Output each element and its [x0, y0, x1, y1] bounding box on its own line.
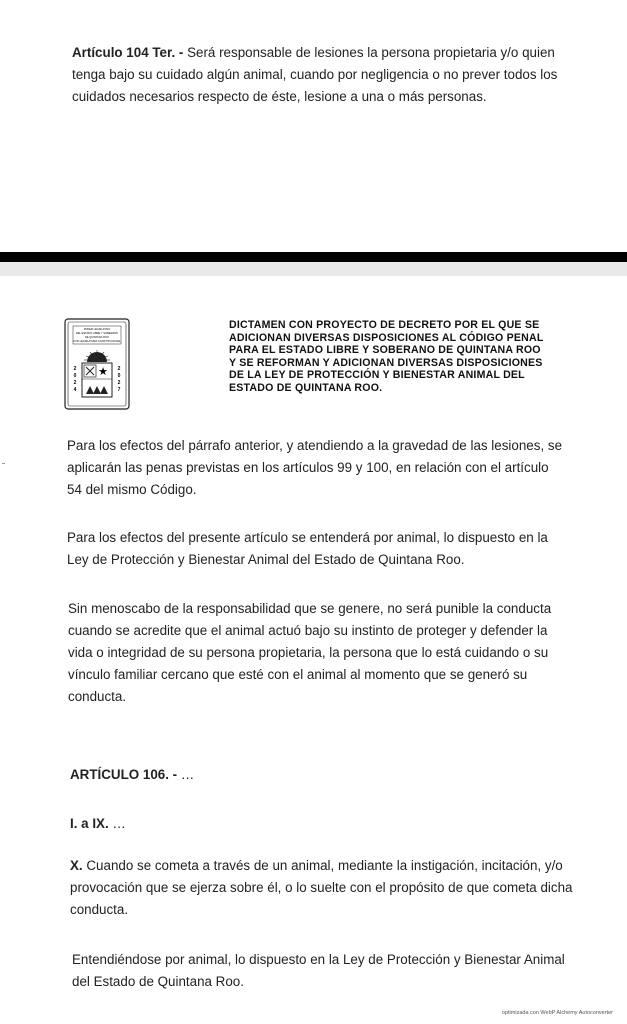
page-1 — [0, 0, 627, 252]
converter-footnote: optimizada con WebP Alchemy Autoconverter — [501, 1010, 613, 1016]
svg-text:0: 0 — [73, 373, 77, 379]
paragraph-exemption: Sin menoscabo de la responsabilidad que se genere, no será punible la conducta cuando se acredite que el animal actuó bajo su instinto de proteger y defender la vida o integridad de su persona propietaria, la persona que lo está cuidando o su vínculo familiar cercano que esté con el animal al momento que se generó su conducta. — [68, 601, 552, 704]
sun-icon — [87, 352, 107, 362]
pyramids-icon — [86, 386, 108, 394]
page-divider — [0, 252, 627, 262]
fractions-i-to-ix: I. a IX. … — [70, 816, 126, 831]
paragraph-animal-definition: Para los efectos del presente artículo se entenderá por animal, lo dispuesto en la Ley de Protección y Bienestar Animal del Estado de Quintana Roo. — [67, 530, 548, 567]
svg-text:7: 7 — [117, 387, 121, 393]
seal-text-line-2: DEL ESTADO LIBRE Y SOBERANO — [75, 332, 119, 335]
page-gap — [0, 262, 627, 276]
svg-text:2: 2 — [73, 380, 77, 386]
dictamen-header-title: DICTAMEN CON PROYECTO DE DECRETO POR EL QUE SE ADICIONAN DIVERSAS DISPOSICIONES AL CÓDIGO PENAL PARA EL ESTADO LIBRE Y SOBERANO DE QUINTANA ROO Y SE REFORMAN Y ADICIONAN DIVERSAS DISPOSICIONES DE LA LEY DE PROTECCIÓN Y BIENESTAR ANIMAL DEL ESTADO DE QUINTANA ROO. — [229, 319, 544, 394]
seal-text-line-1: PODER LEGISLATIVO — [83, 328, 111, 331]
paragraph-final-definition: Entendiéndose por animal, lo dispuesto en la Ley de Protección y Bienestar Animal del Estado de Quintana Roo. — [72, 952, 565, 989]
svg-text:0: 0 — [117, 373, 121, 379]
svg-text:2: 2 — [117, 380, 121, 386]
seal-text-line-3: DE QUINTANA ROO — [84, 336, 110, 339]
article-104-ter-heading: Artículo 104 Ter. - — [72, 45, 184, 60]
paragraph-penalties: Para los efectos del párrafo anterior, y atendiendo a la gravedad de las lesiones, se aplicarán las penas previstas en los artículos 99 y 100, en relación con el artículo 54 del mismo Código. — [67, 438, 563, 497]
svg-text:2: 2 — [73, 366, 77, 372]
margin-mark — [2, 463, 5, 464]
article-104-ter: Artículo 104 Ter. - Será responsable de lesiones la persona propietaria y/o quien tenga bajo su cuidado algún animal, cuando por negligencia o no prever todos los cuidados necesarios respecto de éste, lesione a una o más personas. — [72, 45, 558, 104]
fraction-x: X. Cuando se cometa a través de un animal, mediante la instigación, incitación, y/o provocación que se ejerza sobre él, o lo suelte con el propósito de que cometa dicha conducta. — [70, 858, 573, 917]
svg-text:2: 2 — [117, 366, 121, 372]
svg-text:4: 4 — [73, 387, 77, 393]
seal-text-line-4: XVIII LEGISLATURA CONSTITUCIONAL — [73, 340, 121, 343]
star-icon: ★ — [98, 366, 108, 378]
article-106-heading: ARTÍCULO 106. - … — [70, 767, 195, 782]
congress-seal-logo — [64, 318, 130, 410]
